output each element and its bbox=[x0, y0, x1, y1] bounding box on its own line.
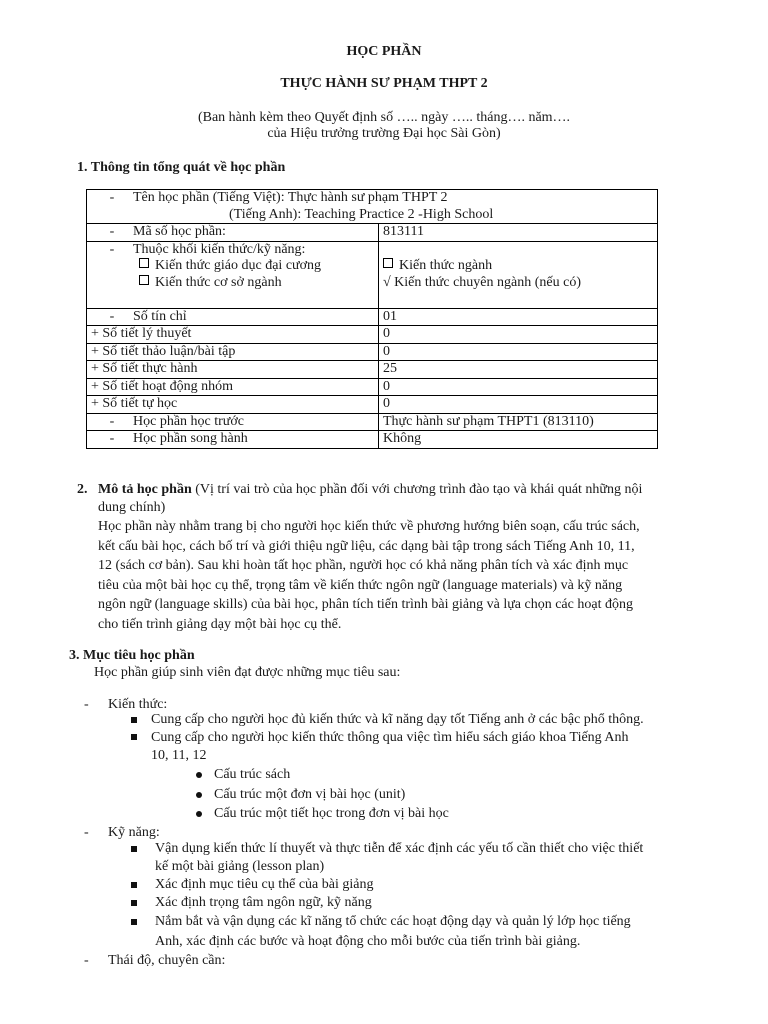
course-code-label: Mã số học phần: bbox=[133, 224, 226, 239]
dash-marker: - bbox=[109, 241, 115, 257]
prerequisite-label: Học phần học trước bbox=[133, 413, 245, 429]
table-row bbox=[87, 326, 658, 344]
table-row bbox=[87, 308, 658, 326]
checkbox-icon bbox=[139, 258, 149, 268]
knowledge-subitem: Cấu trúc sách bbox=[214, 767, 291, 782]
prerequisite-value: Thực hành sư phạm THPT1 (813110) bbox=[379, 413, 658, 431]
dash-marker: - bbox=[109, 431, 115, 446]
checkbox-icon bbox=[383, 258, 393, 268]
credits-label: Số tín chỉ bbox=[133, 308, 187, 324]
course-code-value: 813111 bbox=[379, 224, 658, 242]
course-info-table bbox=[86, 189, 658, 449]
parallel-course-label: Học phần song hành bbox=[133, 431, 248, 446]
knowledge-item-2: Cung cấp cho người học kiến thức thông qua việc tìm hiểu sách giáo khoa Tiếng Anh bbox=[151, 730, 629, 745]
square-bullet-icon bbox=[131, 846, 137, 852]
attitude-heading: Thái độ, chuyên cần: bbox=[108, 953, 226, 968]
option-foundation: Kiến thức cơ sở ngành bbox=[155, 274, 282, 290]
course-name-vi: Tên học phần (Tiếng Việt): Thực hành sư phạm THPT 2 bbox=[133, 190, 448, 205]
square-bullet-icon bbox=[131, 882, 137, 888]
group-hours-value: 0 bbox=[379, 378, 658, 396]
skill-item-4: Nắm bắt và vận dụng các kĩ năng tổ chức các hoạt động dạy và quản lý lớp học tiếng bbox=[155, 914, 631, 929]
section-2-heading: Mô tả học phần bbox=[98, 482, 192, 497]
option-general-education: Kiến thức giáo dục đại cương bbox=[155, 258, 322, 273]
section-2-note: (Vị trí vai trò của học phần đối với chương trình đào tạo và khái quát những nội bbox=[195, 482, 643, 497]
description-line: tiêu của một bài học cụ thể, trọng tâm về kiến thức ngôn ngữ (language materials) và kỹ năng bbox=[98, 578, 623, 593]
dash-marker: - bbox=[84, 697, 89, 712]
theory-hours-label: + Số tiết lý thuyết bbox=[87, 326, 379, 344]
self-study-value: 0 bbox=[379, 396, 658, 414]
description-line: 12 (sách cơ bản). Sau khi hoàn tất học phần, người học có khả năng phân tích và xác định mục bbox=[98, 558, 629, 573]
course-name-en: (Tiếng Anh): Teaching Practice 2 -High School bbox=[229, 206, 494, 222]
table-row bbox=[87, 343, 658, 361]
dash-marker: - bbox=[109, 224, 115, 239]
knowledge-subitem: Cấu trúc một tiết học trong đơn vị bài học bbox=[214, 806, 449, 821]
description-line: ngôn ngữ (language skills) của bài học, phân tích tiến trình bài giảng và lựa chọn các hoạt động bbox=[98, 597, 633, 612]
section-2-number: 2. bbox=[77, 482, 88, 497]
table-row bbox=[87, 190, 658, 224]
option-specialization: √ Kiến thức chuyên ngành (nếu có) bbox=[383, 274, 581, 290]
table-row bbox=[87, 431, 658, 449]
skill-item-4-cont: Anh, xác định các bước và hoạt động cho mỗi bước của tiến trình bài giảng. bbox=[155, 934, 581, 949]
dash-marker: - bbox=[84, 953, 89, 968]
section-1-heading: 1. Thông tin tổng quát về học phần bbox=[77, 160, 286, 175]
table-row bbox=[87, 224, 658, 242]
option-major: Kiến thức ngành bbox=[399, 258, 493, 273]
practice-hours-label: + Số tiết thực hành bbox=[87, 361, 379, 379]
section-2-heading-line bbox=[98, 482, 642, 498]
description-line: cho tiến trình giảng dạy một bài học cụ thể. bbox=[98, 617, 342, 632]
dash-marker: - bbox=[84, 825, 89, 840]
round-bullet-icon bbox=[196, 772, 202, 778]
section-3-intro: Học phần giúp sinh viên đạt được những mục tiêu sau: bbox=[94, 665, 401, 680]
practice-hours-value: 25 bbox=[379, 361, 658, 379]
table-row bbox=[87, 241, 658, 308]
square-bullet-icon bbox=[131, 919, 137, 925]
self-study-label: + Số tiết tự học bbox=[87, 396, 379, 414]
parallel-course-value: Không bbox=[379, 431, 658, 449]
description-line: kết cấu bài học, cách bố trí và giới thiệu ngữ liệu, các dạng bài tập trong sách Tiếng Anh 10, 11, bbox=[98, 539, 635, 554]
skills-heading: Kỹ năng: bbox=[108, 825, 160, 840]
group-hours-label: + Số tiết hoạt động nhóm bbox=[87, 378, 379, 396]
skill-item-1-cont: kế một bài giảng (lesson plan) bbox=[155, 859, 325, 874]
square-bullet-icon bbox=[131, 900, 137, 906]
table-row bbox=[87, 378, 658, 396]
knowledge-item-1: Cung cấp cho người học đủ kiến thức và kĩ năng dạy tốt Tiếng anh ở các bậc phổ thông. bbox=[151, 712, 644, 727]
discussion-hours-value: 0 bbox=[379, 343, 658, 361]
round-bullet-icon bbox=[196, 792, 202, 798]
table-row bbox=[87, 396, 658, 414]
table-row bbox=[87, 413, 658, 431]
dash-marker: - bbox=[109, 413, 115, 429]
discussion-hours-label: + Số tiết thảo luận/bài tập bbox=[87, 343, 379, 361]
doc-subtitle: THỰC HÀNH SƯ PHẠM THPT 2 bbox=[280, 76, 488, 91]
dash-marker: - bbox=[109, 190, 115, 205]
doc-title: HỌC PHẦN bbox=[346, 44, 422, 59]
course-name-cell bbox=[87, 190, 658, 224]
round-bullet-icon bbox=[196, 811, 202, 817]
dash-marker: - bbox=[109, 308, 115, 324]
credits-value: 01 bbox=[379, 308, 658, 326]
description-line: Học phần này nhằm trang bị cho người học kiến thức về phương hướng biên soạn, cấu trúc sách, bbox=[98, 519, 640, 534]
square-bullet-icon bbox=[131, 734, 137, 740]
square-bullet-icon bbox=[131, 717, 137, 723]
skill-item-1: Vận dụng kiến thức lí thuyết và thực tiễn để xác định các yếu tố cần thiết cho việc thiết bbox=[155, 841, 644, 856]
knowledge-subitem: Cấu trúc một đơn vị bài học (unit) bbox=[214, 787, 406, 802]
knowledge-item-2-cont: 10, 11, 12 bbox=[151, 748, 207, 763]
theory-hours-value: 0 bbox=[379, 326, 658, 344]
section-2-note-cont: dung chính) bbox=[98, 500, 166, 515]
knowledge-heading: Kiến thức: bbox=[108, 697, 168, 712]
table-row bbox=[87, 361, 658, 379]
skill-item-2: Xác định mục tiêu cụ thể của bài giảng bbox=[155, 877, 374, 892]
checkbox-icon bbox=[139, 275, 149, 285]
decree-line-1: (Ban hành kèm theo Quyết định số ….. ngày ….. tháng…. năm…. bbox=[197, 110, 571, 125]
skill-item-3: Xác định trọng tâm ngôn ngữ, kỹ năng bbox=[155, 895, 372, 910]
knowledge-block-label: Thuộc khối kiến thức/kỹ năng: bbox=[133, 241, 306, 257]
section-3-heading: 3. Mục tiêu học phần bbox=[69, 648, 195, 663]
decree-line-2: của Hiệu trưởng trường Đại học Sài Gòn) bbox=[267, 126, 501, 141]
